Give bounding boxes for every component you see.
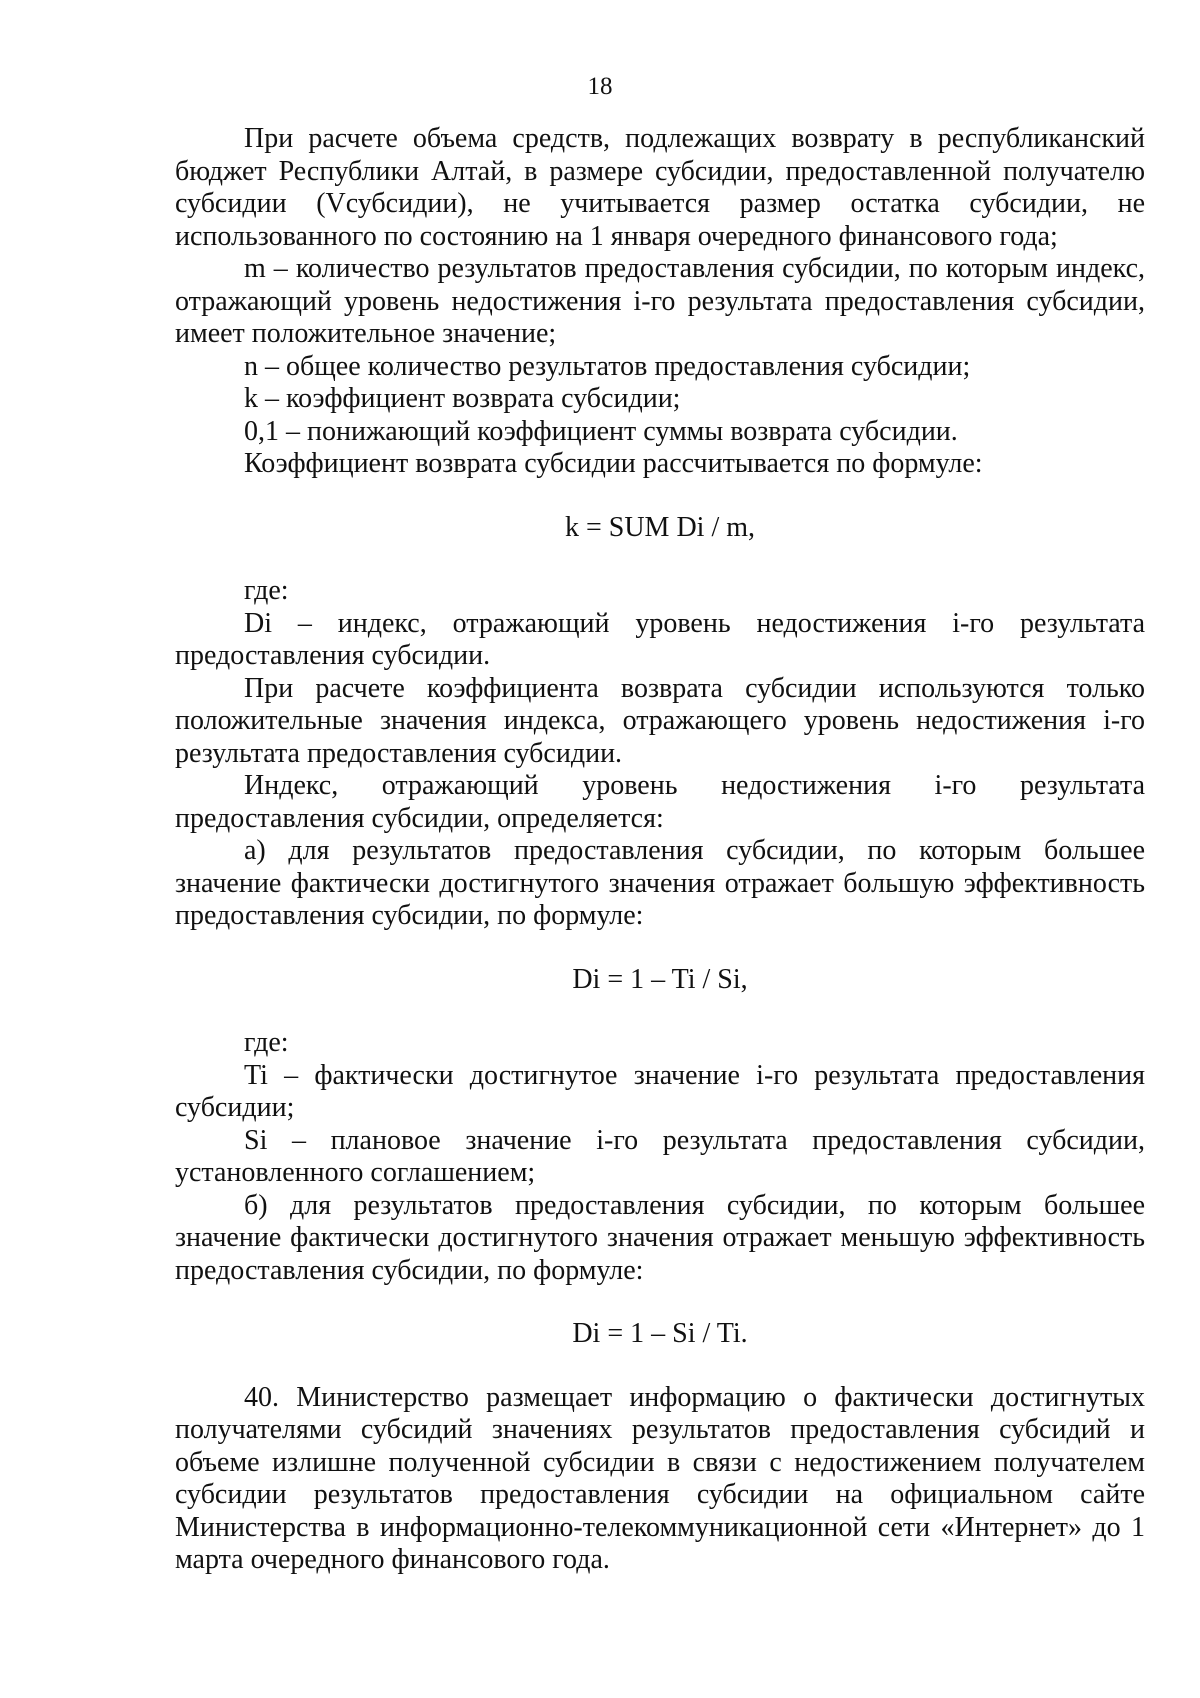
paragraph-section-40: 40. Министерство размещает информацию о фактически достигнутых получателями субсидий значениях результатов предоставления субсидий и объеме излишне полученной субсидии в связи с недостижением получателем субсидии результатов предоставления субсидии на официальном сайте Министерства в информационно-телекоммуникационной сети «Интернет» до 1 марта очередного финансового года. xyxy=(175,1381,1145,1575)
formula-di-a: Di = 1 – Ti / Si, xyxy=(572,963,748,995)
paragraph-index-determination: Индекс, отражающий уровень недостижения i-го результата предоставления субсидии, определяется: xyxy=(175,770,1145,834)
paragraph-coefficient-formula-intro: Коэффициент возврата субсидии рассчитывается по формуле: xyxy=(244,448,983,479)
paragraph-definition-si: Si – плановое значение i-го результата предоставления субсидии, установленного соглашением; xyxy=(175,1124,1145,1188)
document-body xyxy=(175,123,1145,1577)
where-label-1: где: xyxy=(244,575,289,606)
formula-k: k = SUM Di / m, xyxy=(564,511,756,543)
paragraph-case-a: а) для результатов предоставления субсидии, по которым большее значение фактически достигнутого значения отражает большую эффективность предоставления субсидии, по формуле: xyxy=(175,835,1145,931)
paragraph-case-b: б) для результатов предоставления субсидии, по которым большее значение фактически достигнутого значения отражает меньшую эффективность предоставления субсидии, по формуле: xyxy=(175,1189,1145,1286)
paragraph-definition-ti: Ti – фактически достигнутое значение i-го результата предоставления субсидии; xyxy=(175,1059,1145,1123)
page-number: 18 xyxy=(587,73,613,100)
paragraph-definition-n: n – общее количество результатов предоставления субсидии; xyxy=(244,350,971,382)
formula-di-b: Di = 1 – Si / Ti. xyxy=(572,1318,748,1349)
paragraph-definition-reducing-coefficient: 0,1 – понижающий коэффициент суммы возврата субсидии. xyxy=(244,415,958,447)
paragraph-definition-m: m – количество результатов предоставления субсидии, по которым индекс, отражающий уровень недостижения i-го результата предоставления субсидии, имеет положительное значение; xyxy=(175,253,1145,349)
where-label-2: где: xyxy=(244,1027,289,1058)
paragraph-definition-k: k – коэффициент возврата субсидии; xyxy=(244,383,681,414)
paragraph-return-calculation-note: При расчете объема средств, подлежащих возврату в республиканский бюджет Республики Алтай, в размере субсидии, предоставленной получателю субсидии (Vсубсидии), не учитывается размер остатка субсидии, не использованного по состоянию на 1 января очередного финансового года; xyxy=(175,123,1145,252)
paragraph-positive-values-note: При расчете коэффициента возврата субсидии используются только положительные значения индекса, отражающего уровень недостижения i-го результата предоставления субсидии. xyxy=(175,672,1145,769)
paragraph-definition-di: Di – индекс, отражающий уровень недостижения i-го результата предоставления субсидии. xyxy=(175,607,1145,671)
